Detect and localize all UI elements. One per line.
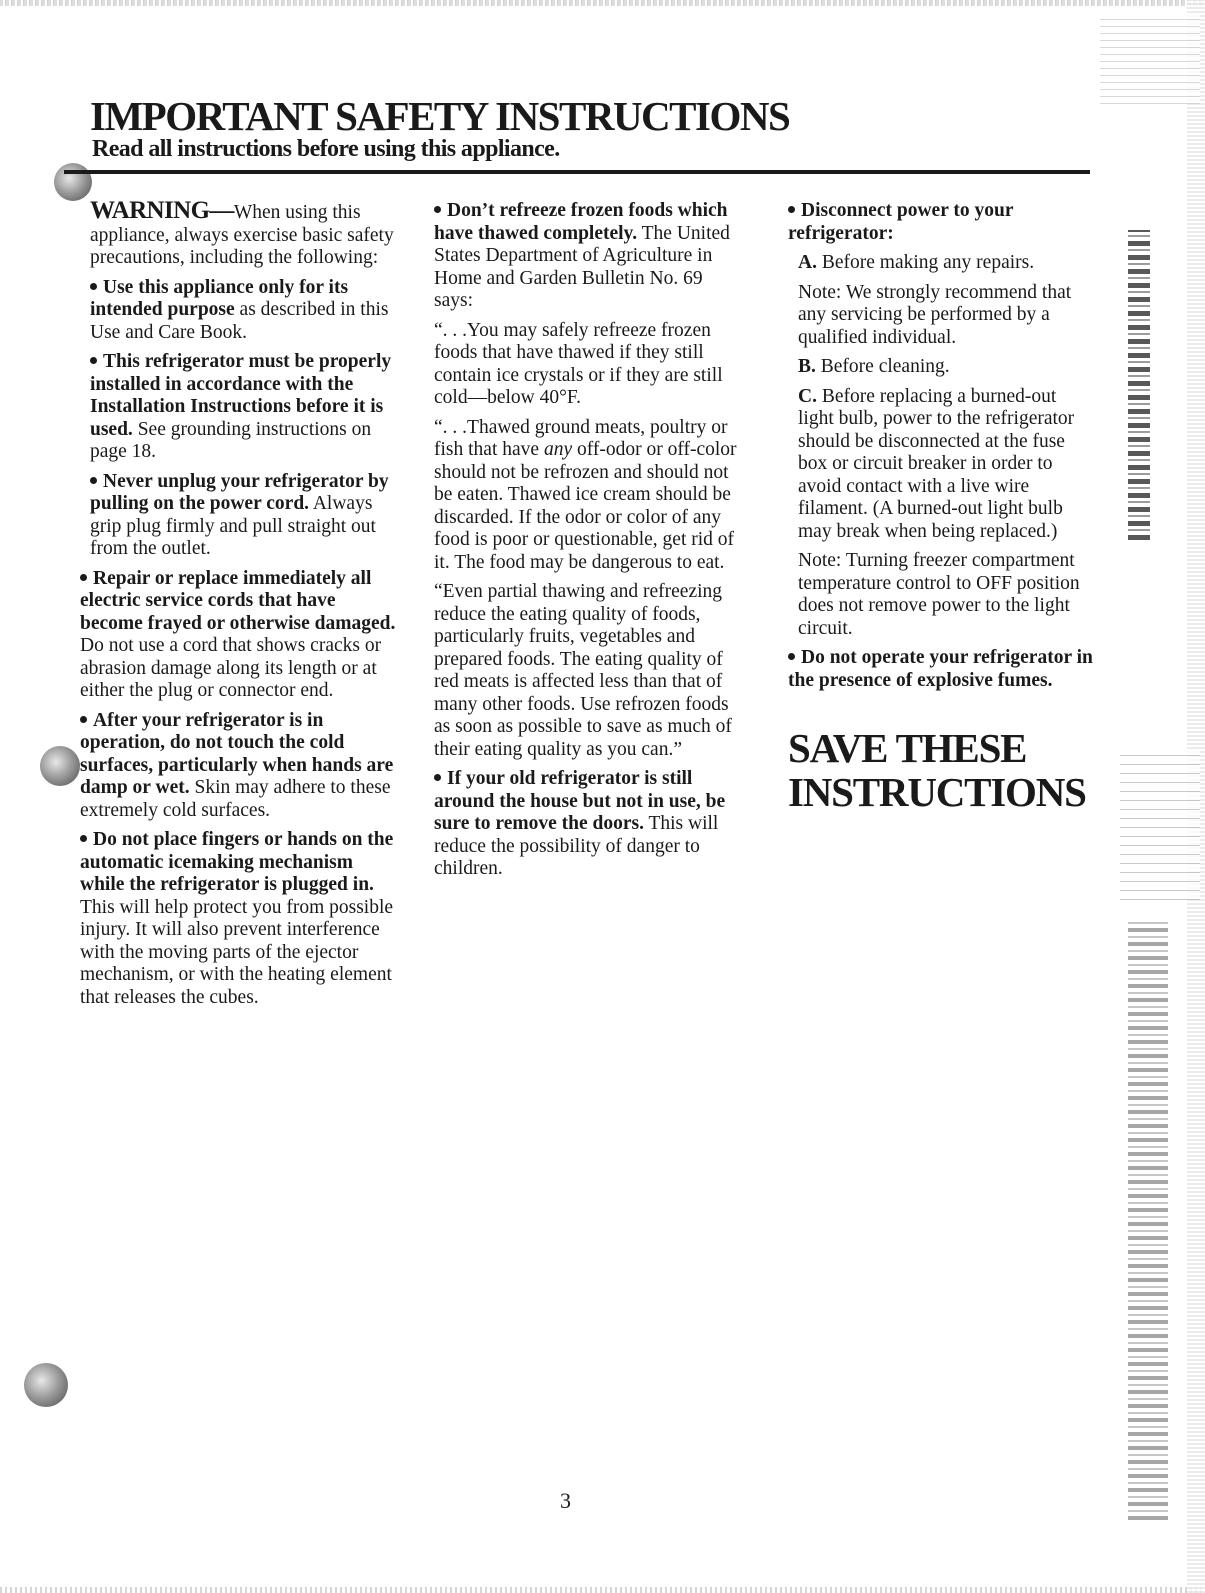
- scan-artifact: [1128, 230, 1150, 540]
- safety-item: [80, 351, 400, 464]
- quote-text: “. . .Thawed ground meats, poultry or fish that have: [434, 416, 728, 460]
- item-bold: After your refrigerator is in operation, do not touch the cold surfaces, particularly when hands are damp or wet.: [80, 709, 394, 798]
- explosive-bold: Do not operate your refrigerator in the presence of explosive fumes.: [788, 647, 1093, 691]
- item-text: as described in this Use and Care Book.: [90, 299, 389, 343]
- refreeze-bold: Don’t refreeze frozen foods which have thawed completely.: [434, 200, 728, 244]
- quote-paragraph: [434, 417, 746, 575]
- bullet-icon: [788, 653, 795, 660]
- safety-item: [80, 829, 400, 1009]
- bullet-icon: [788, 206, 795, 213]
- column-3: [788, 200, 1093, 814]
- binder-hole-icon: [40, 746, 80, 786]
- item-text: This will help protect you from possible injury. It will also prevent interference with the moving parts of the ejector mechanism, or with the heating element that releases the cubes.: [80, 896, 394, 1008]
- warning-body: When using this appliance, always exercise basic safety precautions, including the following:: [90, 202, 394, 268]
- item-bold: Repair or replace immediately all electric service cords that have become frayed or otherwise damaged.: [80, 567, 396, 634]
- scan-artifact: [1128, 920, 1168, 1520]
- item-bold: Use this appliance only for its intended purpose: [90, 276, 349, 320]
- warning-lead: WARNING: [90, 197, 210, 224]
- item-bold: This refrigerator must be properly installed in accordance with the Installation Instructions before it is used.: [90, 351, 392, 440]
- save-instructions-heading: [788, 726, 1093, 814]
- safety-item: [80, 568, 400, 703]
- refreeze-paragraph: [434, 200, 746, 313]
- scan-artifact: [1120, 750, 1200, 900]
- save-line-2: INSTRUCTIONS: [788, 769, 1086, 815]
- item-bold: Never unplug your refrigerator by pulling on the power cord.: [90, 470, 389, 514]
- quote-paragraph: “Even partial thawing and refreezing reduce the eating quality of foods, particularly fruits, vegetables and prepared foods. The eating quality of red meats is affected less than that of many other foods. Use refrozen foods as soon as possible to save as much of their eating quality as you can.”: [434, 581, 732, 760]
- old-text: This will reduce the possibility of danger to children.: [434, 813, 719, 879]
- old-refrigerator-paragraph: [434, 768, 746, 881]
- step-text: Before cleaning.: [815, 356, 950, 377]
- bullet-icon: [90, 357, 97, 364]
- scan-artifact: [1100, 14, 1200, 104]
- old-bold: If your old refrigerator is still around the house but not in use, be sure to remove the doors.: [434, 768, 726, 834]
- page-subtitle: Read all instructions before using this appliance.: [92, 136, 560, 162]
- note-paragraph: Note: We strongly recommend that any servicing be performed by a qualified individual.: [798, 281, 1072, 348]
- page-title: IMPORTANT SAFETY INSTRUCTIONS: [90, 93, 790, 139]
- item-text: See grounding instructions on page 18.: [90, 418, 372, 462]
- quote-text: off-odor or off-color should not be refrozen and should not be eaten. Thawed ice cream should be discarded. If the odor or color of any food is poor or questionable, get rid of it. The food may be dangerous to eat.: [434, 439, 737, 573]
- bullet-icon: [434, 774, 441, 781]
- step-label: C.: [798, 385, 817, 407]
- binder-hole-icon: [24, 1363, 68, 1407]
- safety-item: [80, 471, 400, 561]
- explosive-paragraph: [788, 647, 1093, 692]
- disconnect-bold: Disconnect power to your refrigerator:: [788, 200, 1014, 244]
- column-1: [80, 197, 400, 1016]
- safety-item: [80, 710, 400, 823]
- title-rule: [64, 170, 1090, 174]
- scan-bottom-edge: [0, 1587, 1205, 1593]
- bullet-icon: [90, 477, 97, 484]
- item-text: Always grip plug firmly and pull straight out from the outlet.: [90, 493, 376, 559]
- safety-item: [80, 277, 400, 345]
- step-label: A.: [798, 252, 817, 273]
- bullet-icon: [80, 574, 87, 581]
- item-text: Skin may adhere to these extremely cold surfaces.: [80, 777, 391, 821]
- bullet-icon: [80, 835, 87, 842]
- step-text: Before replacing a burned-out light bulb, power to the refrigerator should be disconnected at the fuse box or circuit breaker in order to avoid contact with a live wire filament. (A burned-out light bulb may break when being replaced.): [798, 385, 1075, 542]
- binder-hole-icon: [54, 163, 92, 201]
- step-a: [788, 252, 1093, 275]
- refreeze-text: The United States Department of Agriculture in Home and Garden Bulletin No. 69 says:: [434, 222, 730, 311]
- quote-emphasis: any: [543, 439, 573, 460]
- disconnect-heading: [788, 200, 1093, 245]
- page-number: 3: [560, 1488, 571, 1513]
- warning-paragraph: [80, 197, 400, 270]
- warning-dash: —: [209, 197, 234, 224]
- quote-paragraph: “. . .You may safely refreeze frozen foods that have thawed if they still contain ice crystals or if they are still cold—below 40°F.: [434, 319, 723, 408]
- save-line-1: SAVE THESE: [788, 725, 1027, 771]
- note-paragraph: Note: Turning freezer compartment temperature control to OFF position does not remove power to the light circuit.: [798, 550, 1080, 639]
- item-text: Do not use a cord that shows cracks or abrasion damage along its length or at either the plug or connector end.: [80, 635, 382, 701]
- step-b: [788, 356, 1093, 379]
- bullet-icon: [90, 283, 97, 290]
- step-label: B.: [798, 356, 816, 377]
- bullet-icon: [434, 206, 441, 213]
- step-text: Before making any repairs.: [816, 252, 1035, 273]
- bullet-icon: [80, 716, 87, 723]
- scan-top-edge: [0, 0, 1205, 6]
- step-c: [788, 386, 1093, 544]
- column-2: [434, 200, 746, 888]
- item-bold: Do not place fingers or hands on the automatic icemaking mechanism while the refrigerator is plugged in.: [80, 829, 394, 895]
